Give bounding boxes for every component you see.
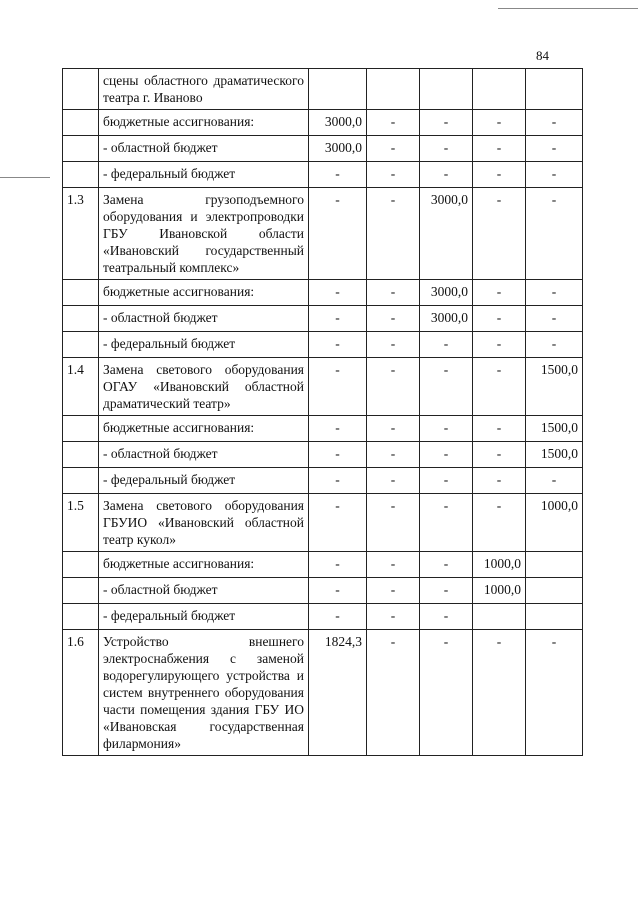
table-row	[63, 416, 583, 442]
value-cell-3: 3000,0	[420, 188, 473, 280]
value-cell-5	[526, 604, 583, 630]
value-cell-4	[473, 69, 526, 110]
row-number	[63, 604, 99, 630]
value-cell-3	[420, 69, 473, 110]
value-cell-4: -	[473, 188, 526, 280]
value-cell-5: -	[526, 162, 583, 188]
value-cell-2: -	[367, 188, 420, 280]
value-cell-1: -	[309, 494, 367, 552]
value-cell-5: -	[526, 468, 583, 494]
value-cell-1: -	[309, 604, 367, 630]
value-cell-2	[367, 69, 420, 110]
value-cell-1: -	[309, 358, 367, 416]
row-name: бюджетные ассигнования:	[99, 110, 309, 136]
table-row	[63, 110, 583, 136]
row-number	[63, 468, 99, 494]
value-cell-1: 3000,0	[309, 110, 367, 136]
row-number	[63, 162, 99, 188]
value-cell-4: 1000,0	[473, 578, 526, 604]
row-name: Замена светового оборудования ОГАУ «Ивановский областной драматический театр»	[99, 358, 309, 416]
value-cell-1: -	[309, 332, 367, 358]
row-number: 1.5	[63, 494, 99, 552]
value-cell-3: -	[420, 358, 473, 416]
row-name: Замена светового оборудования ГБУИО «Ивановский областной театр кукол»	[99, 494, 309, 552]
value-cell-1	[309, 69, 367, 110]
value-cell-1: -	[309, 416, 367, 442]
value-cell-1: -	[309, 442, 367, 468]
value-cell-3: -	[420, 332, 473, 358]
value-cell-4	[473, 604, 526, 630]
value-cell-5: -	[526, 306, 583, 332]
value-cell-3: -	[420, 552, 473, 578]
scan-mark-top	[498, 8, 638, 9]
row-name: - федеральный бюджет	[99, 332, 309, 358]
value-cell-5	[526, 69, 583, 110]
value-cell-2: -	[367, 494, 420, 552]
row-number	[63, 416, 99, 442]
value-cell-2: -	[367, 416, 420, 442]
scan-mark-left	[0, 177, 50, 178]
value-cell-2: -	[367, 578, 420, 604]
row-number: 1.6	[63, 630, 99, 756]
table-row	[63, 306, 583, 332]
table-row	[63, 494, 583, 552]
table-row	[63, 468, 583, 494]
value-cell-1: -	[309, 578, 367, 604]
table-row	[63, 442, 583, 468]
value-cell-1: -	[309, 280, 367, 306]
value-cell-2: -	[367, 468, 420, 494]
value-cell-2: -	[367, 442, 420, 468]
row-number	[63, 69, 99, 110]
row-number	[63, 136, 99, 162]
table-row	[63, 332, 583, 358]
value-cell-3: -	[420, 494, 473, 552]
value-cell-4: -	[473, 358, 526, 416]
table-row	[63, 136, 583, 162]
row-name: Замена грузоподъемного оборудования и электропроводки ГБУ Ивановской области «Ивановский государственный театральный комплекс»	[99, 188, 309, 280]
row-name: сцены областного драматического театра г. Иваново	[99, 69, 309, 110]
value-cell-5: 1500,0	[526, 442, 583, 468]
row-name: бюджетные ассигнования:	[99, 416, 309, 442]
value-cell-4: -	[473, 332, 526, 358]
table-row	[63, 578, 583, 604]
value-cell-2: -	[367, 280, 420, 306]
row-number: 1.3	[63, 188, 99, 280]
value-cell-1: -	[309, 468, 367, 494]
value-cell-1: 1824,3	[309, 630, 367, 756]
value-cell-3: -	[420, 162, 473, 188]
row-number	[63, 442, 99, 468]
table-row	[63, 552, 583, 578]
row-name: - федеральный бюджет	[99, 468, 309, 494]
value-cell-5: -	[526, 110, 583, 136]
value-cell-5: -	[526, 136, 583, 162]
value-cell-3: -	[420, 468, 473, 494]
row-name: - областной бюджет	[99, 578, 309, 604]
value-cell-4: -	[473, 494, 526, 552]
value-cell-4: 1000,0	[473, 552, 526, 578]
row-number	[63, 306, 99, 332]
value-cell-4: -	[473, 306, 526, 332]
value-cell-3: -	[420, 416, 473, 442]
row-number	[63, 552, 99, 578]
row-name: - федеральный бюджет	[99, 162, 309, 188]
value-cell-5	[526, 552, 583, 578]
table-row	[63, 280, 583, 306]
value-cell-1: -	[309, 552, 367, 578]
value-cell-2: -	[367, 110, 420, 136]
value-cell-5	[526, 578, 583, 604]
value-cell-4: -	[473, 442, 526, 468]
value-cell-4: -	[473, 162, 526, 188]
value-cell-1: -	[309, 162, 367, 188]
value-cell-5: -	[526, 280, 583, 306]
value-cell-4: -	[473, 416, 526, 442]
row-name: - федеральный бюджет	[99, 604, 309, 630]
value-cell-2: -	[367, 332, 420, 358]
value-cell-2: -	[367, 306, 420, 332]
value-cell-4: -	[473, 110, 526, 136]
value-cell-2: -	[367, 358, 420, 416]
table-row	[63, 358, 583, 416]
value-cell-3: -	[420, 110, 473, 136]
value-cell-2: -	[367, 162, 420, 188]
value-cell-3: -	[420, 136, 473, 162]
value-cell-2: -	[367, 630, 420, 756]
value-cell-3: -	[420, 578, 473, 604]
row-name: бюджетные ассигнования:	[99, 552, 309, 578]
value-cell-5: 1500,0	[526, 416, 583, 442]
page-number: 84	[536, 48, 549, 63]
value-cell-5: -	[526, 332, 583, 358]
table-row	[63, 162, 583, 188]
row-name: Устройство внешнего электроснабжения с заменой водорегулирующего устройства и систем внутреннего оборудования части помещения здания ГБУ ИО «Ивановская государственная филармония»	[99, 630, 309, 756]
value-cell-1: -	[309, 188, 367, 280]
table-row	[63, 630, 583, 756]
value-cell-4: -	[473, 630, 526, 756]
value-cell-1: -	[309, 306, 367, 332]
value-cell-1: 3000,0	[309, 136, 367, 162]
table-row	[63, 69, 583, 110]
value-cell-4: -	[473, 280, 526, 306]
budget-table	[62, 68, 583, 756]
value-cell-3: 3000,0	[420, 306, 473, 332]
table-row	[63, 604, 583, 630]
value-cell-3: 3000,0	[420, 280, 473, 306]
row-name: - областной бюджет	[99, 306, 309, 332]
value-cell-3: -	[420, 442, 473, 468]
row-number: 1.4	[63, 358, 99, 416]
row-number	[63, 332, 99, 358]
value-cell-5: 1000,0	[526, 494, 583, 552]
value-cell-5: -	[526, 630, 583, 756]
value-cell-5: -	[526, 188, 583, 280]
value-cell-2: -	[367, 136, 420, 162]
value-cell-4: -	[473, 468, 526, 494]
row-name: бюджетные ассигнования:	[99, 280, 309, 306]
row-number	[63, 578, 99, 604]
value-cell-3: -	[420, 604, 473, 630]
row-name: - областной бюджет	[99, 136, 309, 162]
row-number	[63, 110, 99, 136]
value-cell-4: -	[473, 136, 526, 162]
value-cell-2: -	[367, 604, 420, 630]
value-cell-2: -	[367, 552, 420, 578]
value-cell-3: -	[420, 630, 473, 756]
row-number	[63, 280, 99, 306]
table-row	[63, 188, 583, 280]
value-cell-5: 1500,0	[526, 358, 583, 416]
row-name: - областной бюджет	[99, 442, 309, 468]
